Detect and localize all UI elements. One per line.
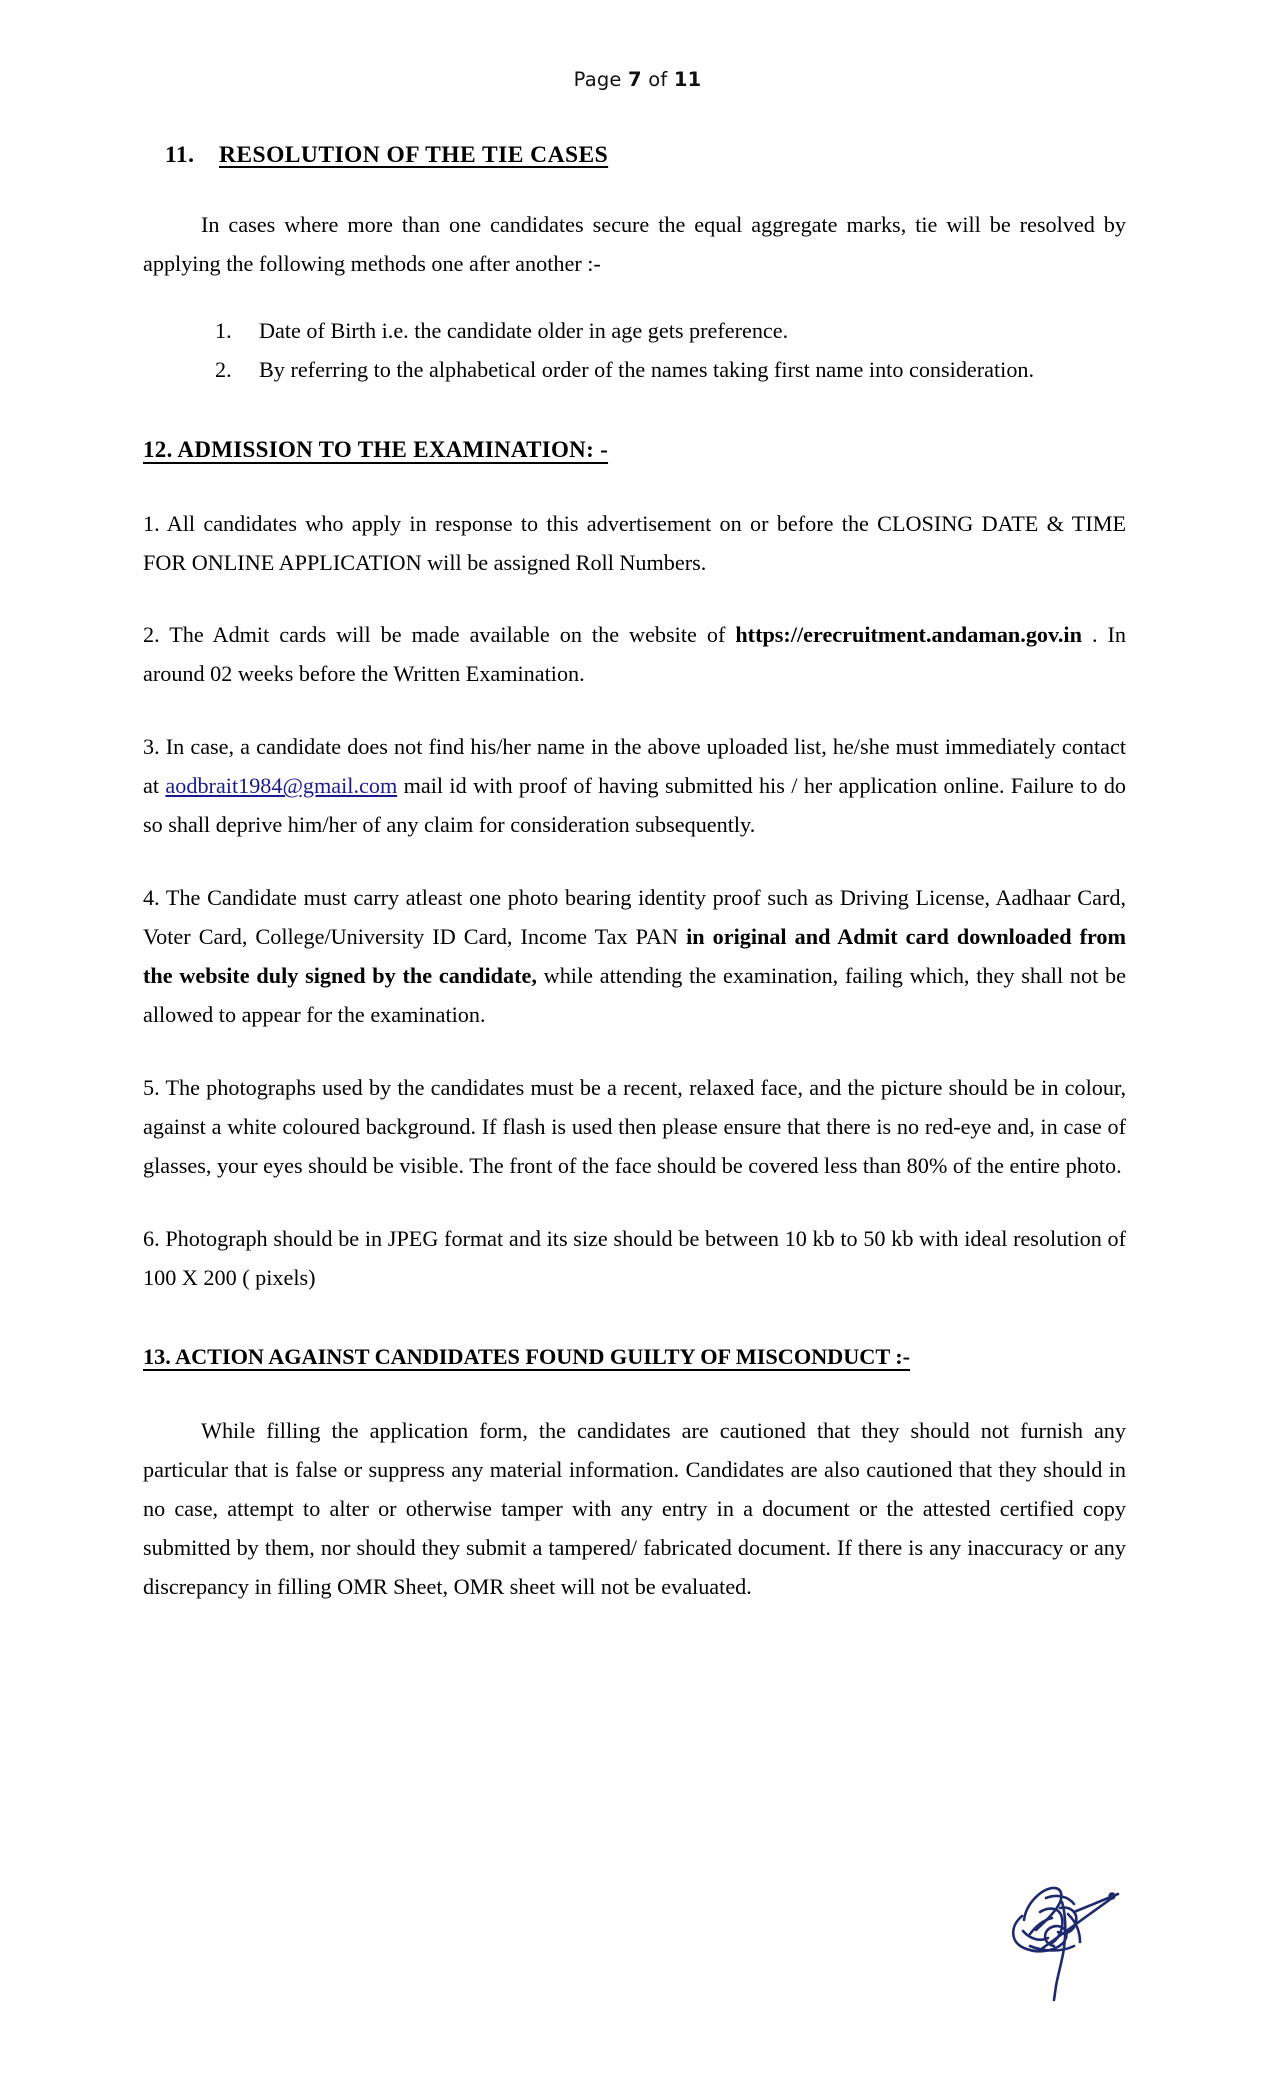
paragraph-12-3-text-after: mail id with proof of having submitted his / her application online. Failure to do so shall deprive him/her of any claim for consideration subsequently. [143, 773, 1127, 838]
paragraph-12-6: 6. Photograph should be in JPEG format and its size should be between 10 kb to 50 kb with ideal resolution of 100 X 200 ( pixels) [143, 1225, 1126, 1290]
section-heading-12: 12. ADMISSION TO THE EXAMINATION: - [143, 436, 609, 462]
contact-email-link[interactable]: aodbrait1984@gmail.com [165, 773, 398, 799]
paragraph-12-4-text-after: while attending the examination, failing which, they shall not be allowed to appear for the examination. [143, 963, 1126, 1028]
spacer [143, 465, 1126, 505]
paragraph-12-2 [143, 616, 1126, 694]
page-number: 7 [628, 68, 642, 91]
spacer [143, 1298, 1126, 1342]
erecruitment-url: https://erecruitment.andaman.gov.in [735, 622, 1082, 648]
spacer [143, 1372, 1126, 1412]
section-heading-13: 13. ACTION AGAINST CANDIDATES FOUND GUILTY OF MISCONDUCT :- [143, 1343, 911, 1369]
spacer [143, 845, 1126, 879]
paragraph-12-4 [143, 879, 1126, 1035]
list-item: By referring to the alphabetical order of the names taking first name into consideration. [259, 356, 1035, 382]
section-number-11: 11. [165, 142, 195, 168]
section-heading-11 [165, 140, 1126, 172]
page-header-prefix: Page [573, 68, 629, 91]
page-header-middle: of [641, 68, 674, 91]
paragraph-12-3-text-before: 3. In case, a candidate does not find his/her name in the above uploaded list, he/she must immediately contact at [143, 734, 1126, 799]
spacer [143, 1186, 1126, 1220]
spacer [143, 1035, 1126, 1069]
paragraph-12-2-text-after: . In around 02 weeks before the Written Examination. [143, 622, 1126, 687]
signature-mark [1000, 1868, 1150, 2008]
spacer [143, 172, 1126, 206]
paragraph-13-1: While filling the application form, the candidates are cautioned that they should not furnish any particular that is false or suppress any material information. Candidates are also cautioned that they should in no case, attempt to alter or otherwise tamper with any entry in a document or the attested certified copy submitted by them, nor should they submit a tampered/ fabricated document. If there is any inaccuracy or any discrepancy in filling OMR Sheet, OMR sheet will not be evaluated. [143, 1417, 1126, 1599]
paragraph-12-4-emphasis: in original and Admit card downloaded from the website duly signed by the candidate, [143, 924, 1126, 989]
spacer [143, 284, 1126, 312]
spacer [143, 390, 1126, 434]
paragraph-12-1: 1. All candidates who apply in response to this advertisement on or before the CLOSING DATE & TIME FOR ONLINE APPLICATION will be assigned Roll Numbers. [143, 510, 1126, 575]
spacer [143, 694, 1126, 728]
spacer [143, 582, 1126, 616]
paragraph-12-3 [143, 728, 1126, 845]
signature-icon [1000, 1868, 1150, 2008]
paragraph-12-4-text-before: 4. The Candidate must carry atleast one photo bearing identity proof such as Driving License, Aadhaar Card, Voter Card, College/University ID Card, Income Tax PAN [143, 885, 1126, 950]
tie-resolution-list [143, 312, 1126, 390]
total-pages: 11 [673, 68, 702, 91]
section-title-11: RESOLUTION OF THE TIE CASES [219, 142, 609, 168]
list-item: Date of Birth i.e. the candidate older in age gets preference. [259, 317, 789, 343]
document-body [143, 140, 1126, 1607]
page-header [0, 68, 1275, 91]
paragraph-12-2-text-before: 2. The Admit cards will be made available on the website of [143, 622, 736, 648]
paragraph-12-5: 5. The photographs used by the candidates must be a recent, relaxed face, and the picture should be in colour, against a white coloured background. If flash is used then please ensure that there is no red-eye and, in case of glasses, your eyes should be visible. The front of the face should be covered less than 80% of the entire photo. [143, 1075, 1126, 1178]
paragraph-11-intro: In cases where more than one candidates secure the equal aggregate marks, tie will be resolved by applying the following methods one after another :- [143, 211, 1126, 276]
